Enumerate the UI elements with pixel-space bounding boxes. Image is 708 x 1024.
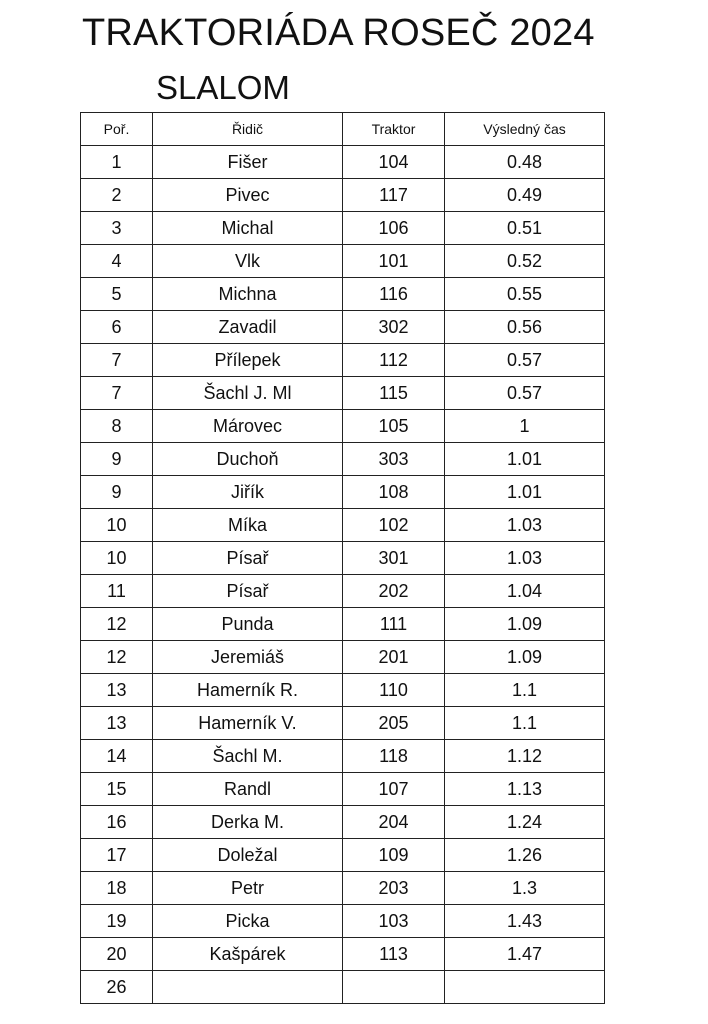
tractor-cell: 203 [343,872,445,905]
tractor-cell: 204 [343,806,445,839]
rank-cell: 26 [81,971,153,1004]
tractor-cell: 105 [343,410,445,443]
table-row [81,509,605,542]
rank-cell: 10 [81,542,153,575]
tractor-cell: 115 [343,377,445,410]
time-cell: 0.49 [445,179,605,212]
rank-cell: 6 [81,311,153,344]
rank-cell: 9 [81,476,153,509]
time-cell: 1.03 [445,542,605,575]
table-row [81,146,605,179]
tractor-cell: 201 [343,641,445,674]
rank-cell: 18 [81,872,153,905]
rank-cell: 8 [81,410,153,443]
tractor-cell: 107 [343,773,445,806]
header-rank: Poř. [81,113,153,146]
table-row [81,476,605,509]
driver-cell: Vlk [153,245,343,278]
tractor-cell: 106 [343,212,445,245]
time-cell: 1.47 [445,938,605,971]
rank-cell: 13 [81,707,153,740]
rank-cell: 12 [81,641,153,674]
time-cell: 0.57 [445,377,605,410]
tractor-cell: 109 [343,839,445,872]
table-row [81,971,605,1004]
time-cell: 1.09 [445,608,605,641]
table-row [81,839,605,872]
table-row [81,740,605,773]
header-driver: Řidič [153,113,343,146]
tractor-cell: 108 [343,476,445,509]
tractor-cell: 113 [343,938,445,971]
tractor-cell: 202 [343,575,445,608]
time-cell: 0.51 [445,212,605,245]
tractor-cell: 102 [343,509,445,542]
table-row [81,575,605,608]
table-row [81,872,605,905]
rank-cell: 3 [81,212,153,245]
driver-cell: Petr [153,872,343,905]
time-cell: 0.48 [445,146,605,179]
table-row [81,542,605,575]
driver-cell: Márovec [153,410,343,443]
table-body [81,146,605,1004]
table-row [81,344,605,377]
table-row [81,278,605,311]
results-table [80,112,605,1004]
table-row [81,773,605,806]
driver-cell: Michna [153,278,343,311]
driver-cell: Šachl J. Ml [153,377,343,410]
rank-cell: 11 [81,575,153,608]
tractor-cell: 101 [343,245,445,278]
driver-cell: Šachl M. [153,740,343,773]
rank-cell: 14 [81,740,153,773]
driver-cell: Michal [153,212,343,245]
tractor-cell: 111 [343,608,445,641]
time-cell: 1.03 [445,509,605,542]
tractor-cell: 303 [343,443,445,476]
driver-cell: Fišer [153,146,343,179]
table-row [81,905,605,938]
driver-cell: Randl [153,773,343,806]
driver-cell: Hamerník V. [153,707,343,740]
table-row [81,641,605,674]
tractor-cell: 117 [343,179,445,212]
header-row [81,113,605,146]
table-row [81,806,605,839]
table-row [81,608,605,641]
header-tractor: Traktor [343,113,445,146]
driver-cell: Hamerník R. [153,674,343,707]
rank-cell: 10 [81,509,153,542]
driver-cell: Kašpárek [153,938,343,971]
tractor-cell: 110 [343,674,445,707]
driver-cell: Duchoň [153,443,343,476]
tractor-cell [343,971,445,1004]
driver-cell: Jiřík [153,476,343,509]
table-row [81,245,605,278]
rank-cell: 17 [81,839,153,872]
time-cell: 1.13 [445,773,605,806]
table-row [81,311,605,344]
driver-cell: Zavadil [153,311,343,344]
table-row [81,674,605,707]
driver-cell: Přílepek [153,344,343,377]
table-row [81,443,605,476]
rank-cell: 13 [81,674,153,707]
rank-cell: 2 [81,179,153,212]
time-cell: 1.43 [445,905,605,938]
tractor-cell: 112 [343,344,445,377]
driver-cell: Punda [153,608,343,641]
driver-cell: Písař [153,542,343,575]
time-cell: 0.57 [445,344,605,377]
table-row [81,707,605,740]
rank-cell: 12 [81,608,153,641]
rank-cell: 7 [81,377,153,410]
document-subtitle: SLALOM [156,69,290,106]
tractor-cell: 116 [343,278,445,311]
time-cell: 1.1 [445,674,605,707]
tractor-cell: 104 [343,146,445,179]
driver-cell: Picka [153,905,343,938]
driver-cell: Pivec [153,179,343,212]
time-cell: 0.56 [445,311,605,344]
tractor-cell: 103 [343,905,445,938]
header-time: Výsledný čas [445,113,605,146]
rank-cell: 15 [81,773,153,806]
time-cell: 1.1 [445,707,605,740]
driver-cell: Derka M. [153,806,343,839]
table-row [81,212,605,245]
time-cell: 1.3 [445,872,605,905]
table-row [81,179,605,212]
rank-cell: 19 [81,905,153,938]
tractor-cell: 205 [343,707,445,740]
rank-cell: 16 [81,806,153,839]
tractor-cell: 301 [343,542,445,575]
rank-cell: 9 [81,443,153,476]
rank-cell: 4 [81,245,153,278]
time-cell: 1 [445,410,605,443]
driver-cell: Jeremiáš [153,641,343,674]
time-cell: 1.01 [445,476,605,509]
rank-cell: 1 [81,146,153,179]
rank-cell: 7 [81,344,153,377]
table-row [81,938,605,971]
time-cell: 1.09 [445,641,605,674]
time-cell: 1.04 [445,575,605,608]
time-cell: 1.26 [445,839,605,872]
table-header [81,113,605,146]
tractor-cell: 118 [343,740,445,773]
time-cell: 0.55 [445,278,605,311]
document-title: TRAKTORIÁDA ROSEČ 2024 [82,12,595,54]
driver-cell: Písař [153,575,343,608]
time-cell [445,971,605,1004]
time-cell: 1.24 [445,806,605,839]
table-row [81,377,605,410]
tractor-cell: 302 [343,311,445,344]
time-cell: 1.12 [445,740,605,773]
rank-cell: 20 [81,938,153,971]
driver-cell: Doležal [153,839,343,872]
driver-cell [153,971,343,1004]
driver-cell: Míka [153,509,343,542]
time-cell: 1.01 [445,443,605,476]
rank-cell: 5 [81,278,153,311]
table-row [81,410,605,443]
time-cell: 0.52 [445,245,605,278]
